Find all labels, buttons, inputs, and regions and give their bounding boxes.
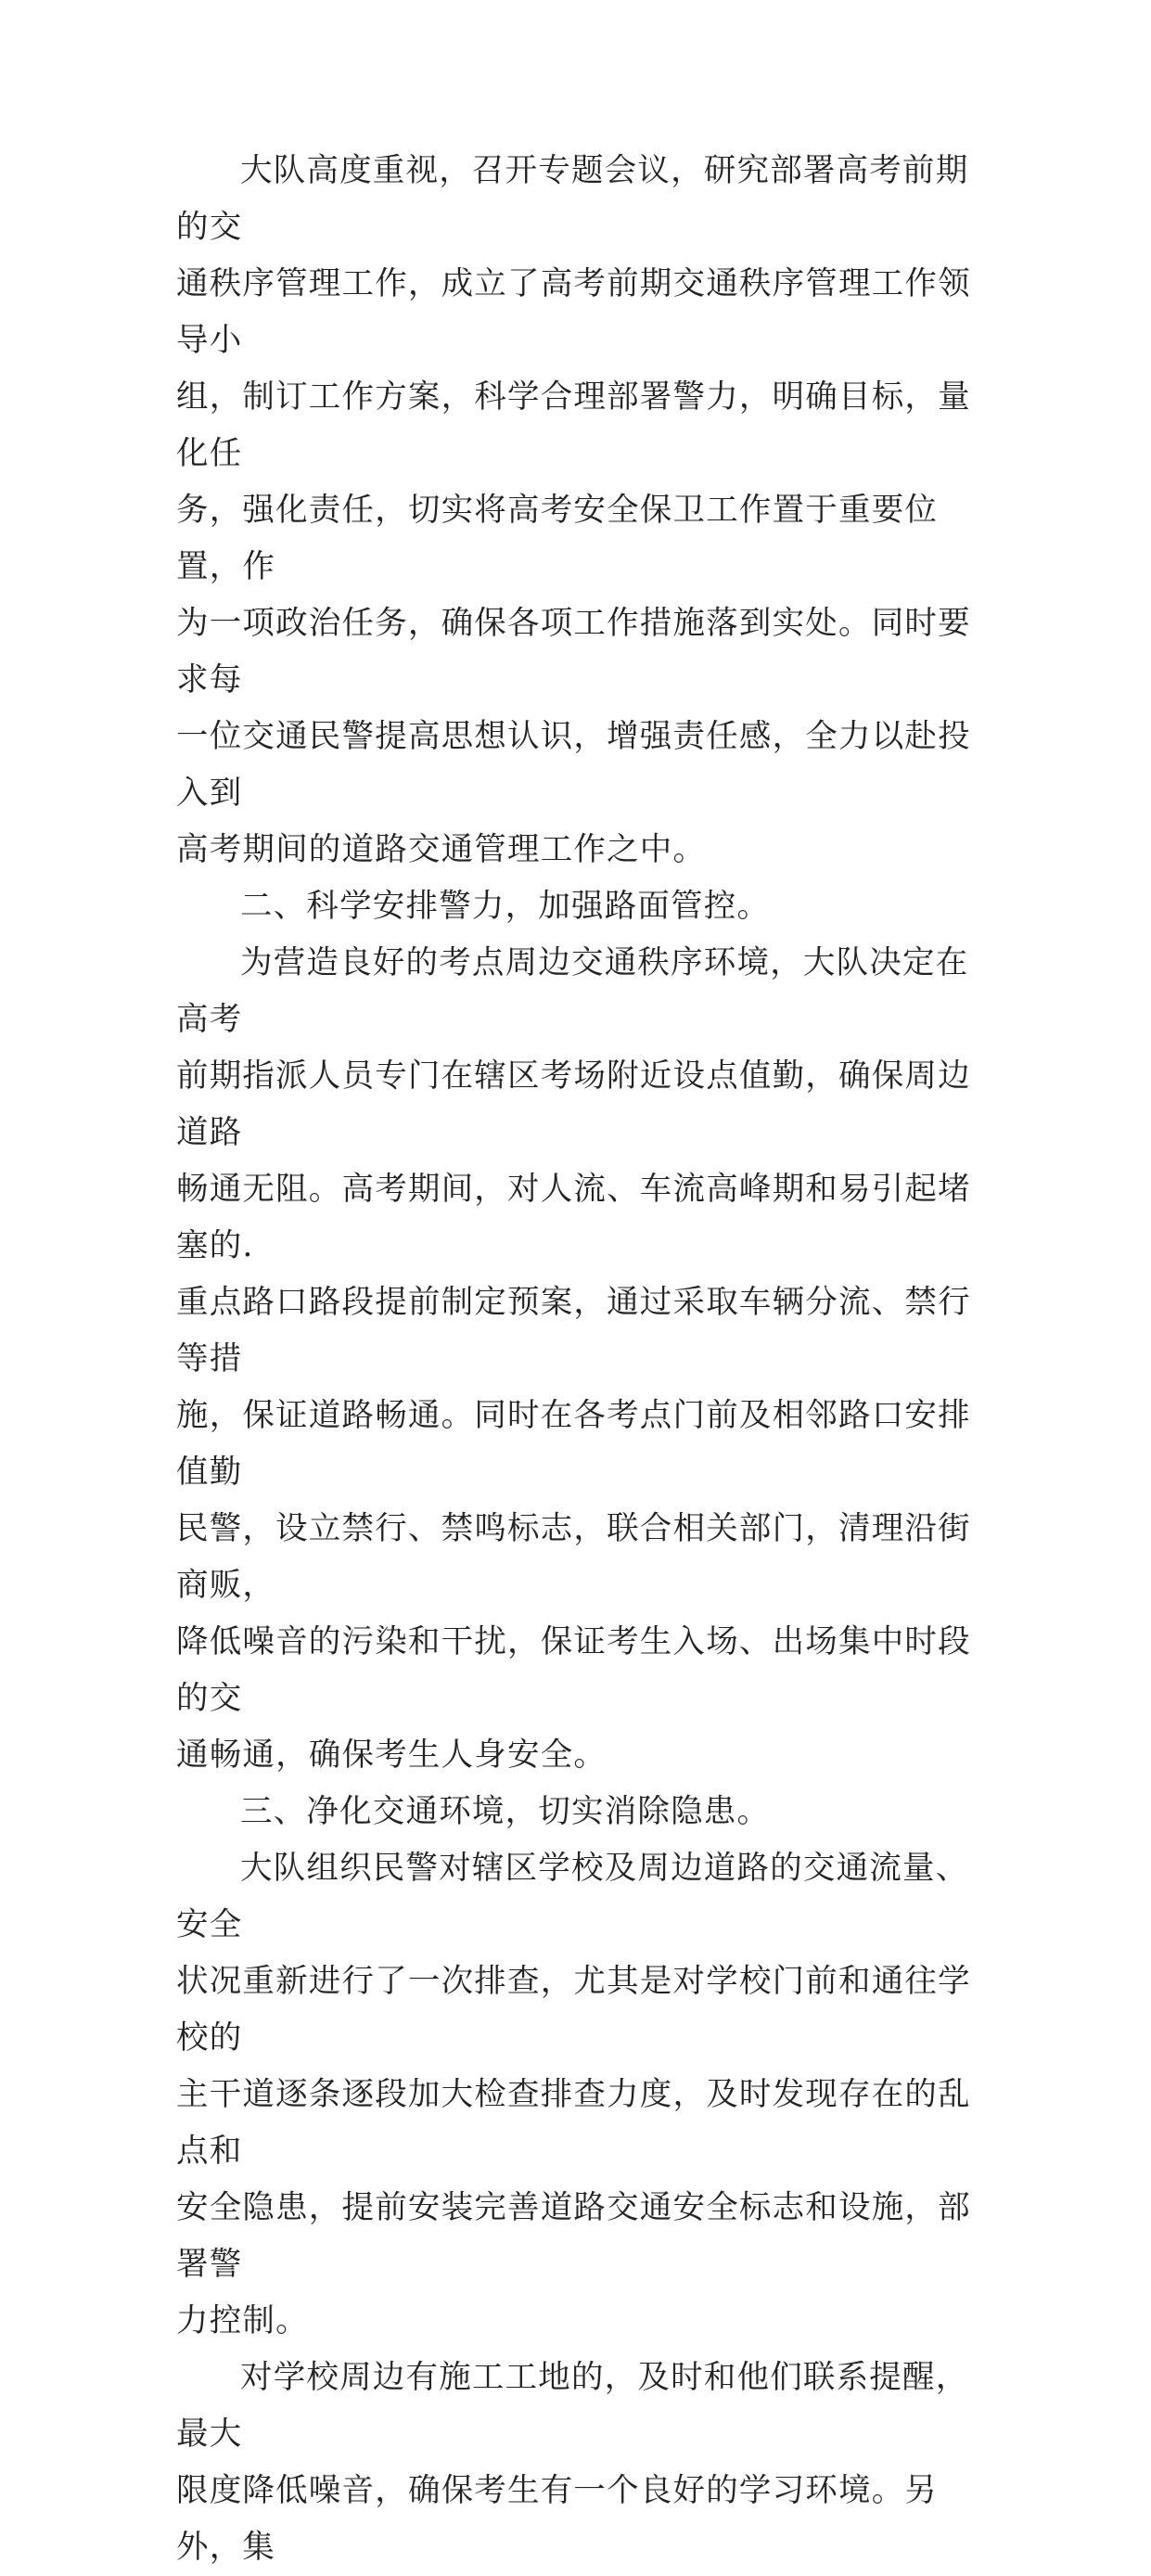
section-heading-police-deployment: 二、科学安排警力，加强路面管控。: [240, 888, 771, 925]
document-body: [176, 143, 974, 2576]
paragraph-construction-noise: 对学校周边有施工工地的，及时和他们联系提醒，最大 限度降低噪音，确保考生有一个良好的学习环境。另外，集: [176, 2359, 969, 2566]
section-heading-traffic-environment: 三、净化交通环境，切实消除隐患。: [240, 1793, 771, 1830]
paragraph-exam-traffic-order: 为营造良好的考点周边交通秩序环境，大队决定在高考 前期指派人员专门在辖区考场附近设点值勤，确保周边道路 畅通无阻。高考期间，对人流、车流高峰期和易引起堵塞的. 重点路口路段提前制定预案，通过采取车辆分流、禁行等措 施，保证道路畅通。同时在各考点门前及相邻路口安排值勤 民警，设立禁行、禁鸣标志，联合相关部门，清理沿街商贩， 降低噪音的污染和干扰，保证考生入场、出场集中时段的交 通畅通，确保考生人身安全。: [176, 944, 971, 1774]
paragraph-safety-inspection: 大队组织民警对辖区学校及周边道路的交通流量、安全 状况重新进行了一次排查，尤其是对学校门前和通往学校的 主干道逐条逐段加大检查排查力度，及时发现存在的乱点和 安全隐患，提前安装完善道路交通安全标志和设施，部署警 力控制。: [176, 1850, 971, 2339]
paragraph-leadership: 大队高度重视，召开专题会议，研究部署高考前期的交 通秩序管理工作，成立了高考前期交通秩序管理工作领导小 组，制订工作方案，科学合理部署警力，明确目标，量化任 务，强化责任，切实将高考安全保卫工作置于重要位置，作 为一项政治任务，确保各项工作措施落到实处。同时要求每 一位交通民警提高思想认识，增强责任感，全力以赴投入到 高考期间的道路交通管理工作之中。: [176, 152, 971, 868]
